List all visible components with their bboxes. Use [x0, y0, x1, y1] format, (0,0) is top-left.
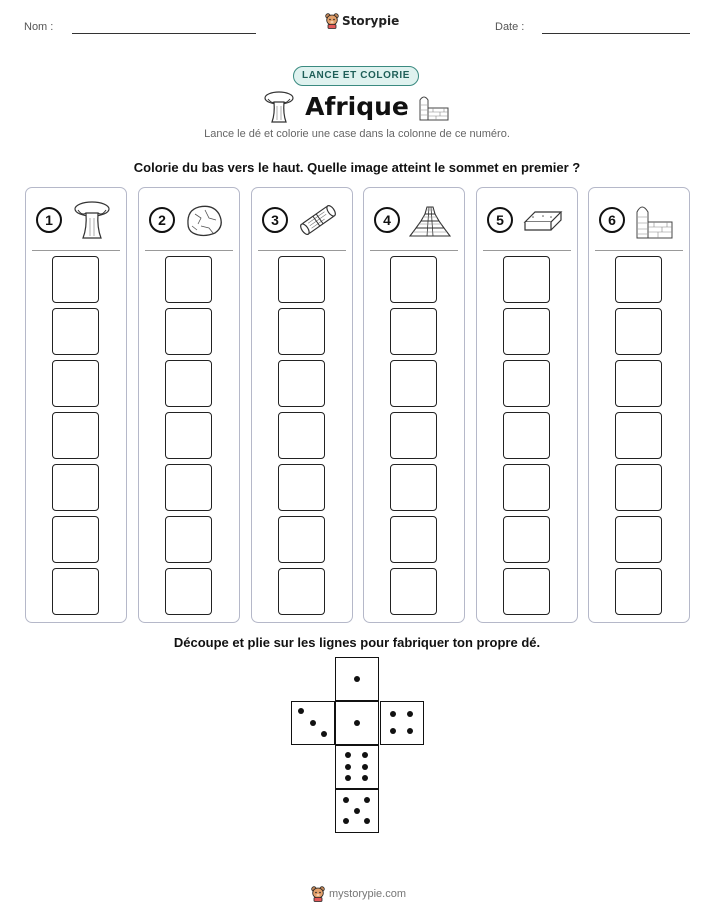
die-face	[291, 701, 335, 745]
die-pip	[310, 720, 316, 726]
name-line[interactable]	[72, 33, 256, 34]
color-box[interactable]	[390, 360, 437, 407]
die-pip	[321, 731, 327, 737]
column-number: 5	[487, 207, 513, 233]
column-number: 3	[262, 207, 288, 233]
page-title: Afrique	[305, 92, 409, 121]
die-pip	[407, 728, 413, 734]
column-number: 1	[36, 207, 62, 233]
die-pip	[354, 676, 360, 682]
color-box[interactable]	[165, 568, 212, 615]
color-box[interactable]	[390, 256, 437, 303]
column-6	[588, 187, 690, 623]
die-pip	[345, 775, 351, 781]
color-box[interactable]	[52, 256, 99, 303]
color-box[interactable]	[503, 256, 550, 303]
color-box[interactable]	[165, 516, 212, 563]
column-divider	[258, 250, 346, 251]
baobab-tree-icon	[262, 90, 296, 124]
rock-icon	[183, 200, 227, 240]
baobab-tree-icon	[70, 200, 114, 240]
stone-ruins-icon	[418, 92, 450, 122]
pyramid-icon	[408, 200, 452, 240]
die-face	[380, 701, 424, 745]
die-pip	[354, 808, 360, 814]
color-box[interactable]	[278, 308, 325, 355]
color-box[interactable]	[615, 516, 662, 563]
color-box[interactable]	[52, 412, 99, 459]
color-box[interactable]	[390, 412, 437, 459]
die-pip	[343, 818, 349, 824]
die-pip	[407, 711, 413, 717]
column-5	[476, 187, 578, 623]
color-box[interactable]	[278, 360, 325, 407]
color-box[interactable]	[615, 360, 662, 407]
color-box[interactable]	[390, 516, 437, 563]
column-4	[363, 187, 465, 623]
column-2	[138, 187, 240, 623]
die-pip	[345, 764, 351, 770]
die-pip	[345, 752, 351, 758]
bear-mascot-icon	[325, 13, 339, 29]
die-face	[335, 701, 379, 745]
name-label: Nom :	[24, 21, 54, 33]
color-box[interactable]	[278, 464, 325, 511]
subtitle: Lance le dé et colorie une case dans la colonne de ce numéro.	[204, 128, 510, 140]
color-box[interactable]	[278, 256, 325, 303]
die-face	[335, 789, 379, 833]
column-number: 6	[599, 207, 625, 233]
column-divider	[32, 250, 120, 251]
column-number: 4	[374, 207, 400, 233]
gold-bar-icon	[521, 200, 565, 240]
color-box[interactable]	[390, 568, 437, 615]
column-divider	[595, 250, 683, 251]
column-divider	[483, 250, 571, 251]
color-box[interactable]	[52, 516, 99, 563]
die-pip	[362, 764, 368, 770]
column-divider	[145, 250, 233, 251]
die-pip	[390, 711, 396, 717]
color-box[interactable]	[615, 256, 662, 303]
color-box[interactable]	[165, 464, 212, 511]
die-pip	[298, 708, 304, 714]
color-box[interactable]	[278, 516, 325, 563]
color-box[interactable]	[615, 308, 662, 355]
footer	[311, 886, 406, 902]
color-box[interactable]	[165, 412, 212, 459]
column-1	[25, 187, 127, 623]
stone-ruins-icon	[633, 200, 677, 240]
color-box[interactable]	[278, 568, 325, 615]
brand-logo	[325, 13, 399, 29]
color-box[interactable]	[165, 360, 212, 407]
die-pip	[362, 752, 368, 758]
color-box[interactable]	[615, 464, 662, 511]
color-box[interactable]	[165, 256, 212, 303]
die-pip	[364, 818, 370, 824]
date-label: Date :	[495, 21, 525, 33]
color-box[interactable]	[52, 464, 99, 511]
dice-instruction: Découpe et plie sur les lignes pour fabriquer ton propre dé.	[173, 635, 541, 650]
color-box[interactable]	[165, 308, 212, 355]
scroll-icon	[296, 200, 340, 240]
color-box[interactable]	[503, 464, 550, 511]
color-box[interactable]	[390, 464, 437, 511]
die-pip	[343, 797, 349, 803]
column-3	[251, 187, 353, 623]
die-face	[335, 745, 379, 789]
color-box[interactable]	[503, 308, 550, 355]
die-face	[335, 657, 379, 701]
bear-mascot-icon	[311, 886, 325, 902]
die-pip	[364, 797, 370, 803]
color-box[interactable]	[52, 360, 99, 407]
date-line[interactable]	[542, 33, 690, 34]
color-box[interactable]	[615, 412, 662, 459]
column-number: 2	[149, 207, 175, 233]
color-box[interactable]	[615, 568, 662, 615]
color-box[interactable]	[503, 516, 550, 563]
activity-badge: LANCE ET COLORIE	[293, 66, 419, 86]
color-box[interactable]	[503, 412, 550, 459]
color-box[interactable]	[52, 568, 99, 615]
die-pip	[362, 775, 368, 781]
column-divider	[370, 250, 458, 251]
color-box[interactable]	[503, 568, 550, 615]
die-pip	[390, 728, 396, 734]
color-box[interactable]	[52, 308, 99, 355]
footer-url[interactable]: mystorypie.com	[329, 888, 407, 900]
coloring-instruction: Colorie du bas vers le haut. Quelle image atteint le sommet en premier ?	[133, 160, 581, 175]
color-box[interactable]	[390, 308, 437, 355]
color-box[interactable]	[278, 412, 325, 459]
color-box[interactable]	[503, 360, 550, 407]
die-pip	[354, 720, 360, 726]
brand-name: Storypie	[342, 14, 400, 28]
